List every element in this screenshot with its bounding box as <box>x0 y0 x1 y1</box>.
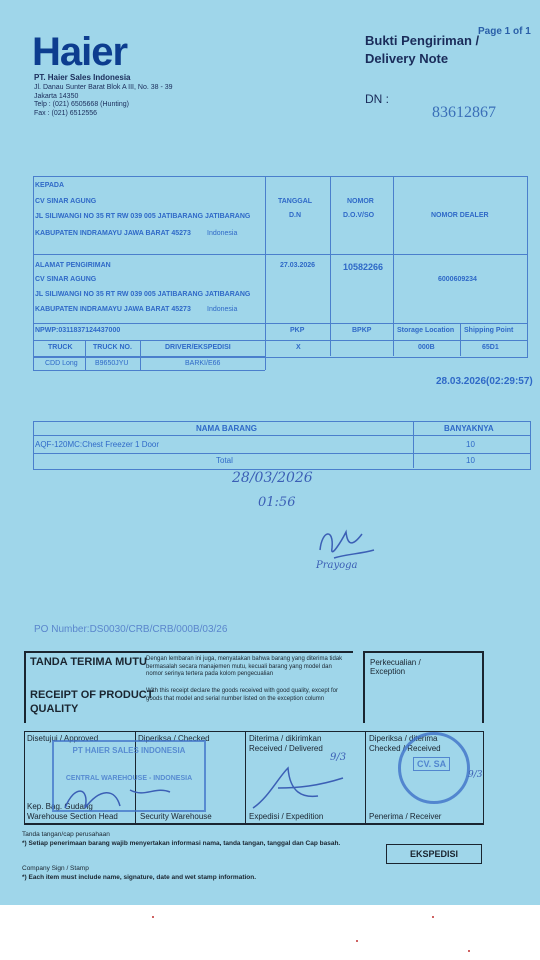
table-divider <box>265 356 266 370</box>
item-name: AQF-120MC:Chest Freezer 1 Door <box>35 440 160 449</box>
note-requirement-id: *) Setiap penerimaan barang wajib menyertakan informasi nama, tanda tangan, tanggal dan Cap basah. <box>22 840 341 847</box>
tanggal-header: TANGGAL <box>278 198 313 205</box>
haier-warehouse-stamp: PT HAIER SALES INDONESIA CENTRAL WAREHOUSE - INDONESIA <box>52 740 206 812</box>
haier-logo: Haier <box>32 30 128 74</box>
print-timestamp: 28.03.2026(02:29:57) <box>436 376 533 387</box>
security-label: Security Warehouse <box>140 812 212 821</box>
speck <box>152 916 154 918</box>
page-number: Page 1 of 1 <box>478 26 531 37</box>
grid-divider <box>24 823 484 825</box>
note-company-sign-id: Tanda tangan/cap perusahaan <box>22 831 110 838</box>
table-divider <box>140 340 141 356</box>
shipping-address-1: JL SILIWANGI NO 35 RT RW 039 005 JATIBARANG JATIBARANG <box>35 291 251 298</box>
table-divider <box>33 356 34 370</box>
handwritten-time: 01:56 <box>258 495 296 510</box>
receipt-text-en: With this receipt declare the goods received with good quality, except for goods that model and serial number listed on the exception column <box>146 688 338 702</box>
receiver-label: Penerima / Receiver <box>369 812 442 821</box>
truck-no-header: TRUCK NO. <box>93 344 132 351</box>
table-divider <box>33 435 530 436</box>
dealer-number: 6000609234 <box>438 276 477 283</box>
handwritten-receive-date: 9/3 <box>330 752 347 763</box>
company-address: Jl. Danau Sunter Barat Blok A III, No. 38 - 39 Jakarta 14350 Telp : (021) 6505668 (Hunting) Fax : (021) 6512556 <box>34 84 173 117</box>
table-divider <box>33 254 527 255</box>
bpkp-header: BPKP <box>352 327 372 334</box>
dn-date: 27.03.2026 <box>280 262 316 269</box>
tanggal-sub: D.N <box>289 212 302 219</box>
consignee-name: CV SINAR AGUNG <box>35 198 97 205</box>
handwritten-date: 28/03/2026 <box>232 470 313 486</box>
company-name: PT. Haier Sales Indonesia <box>34 73 131 82</box>
receipt-text-id: Dengan lembaran ini juga, menyatakan bahwa barang yang diterima tidak bermasalah secara manajemen mutu, kecuali barang yang model dan nomor serinya tertera pada kolom pengecualian <box>146 656 343 677</box>
item-qty-header: BANYAKNYA <box>444 424 494 433</box>
speck <box>356 940 358 942</box>
consignee-label: KEPADA <box>35 182 65 189</box>
table-divider <box>140 356 141 370</box>
table-divider <box>33 323 527 324</box>
checked-label: Diperiksa / Checked <box>138 734 210 743</box>
shipping-name: CV SINAR AGUNG <box>35 276 97 283</box>
dealer-header: NOMOR DEALER <box>431 212 489 219</box>
storage-location-header: Storage Location <box>397 327 455 334</box>
table-divider <box>330 176 331 356</box>
truck-value: CDD Long <box>45 360 78 367</box>
warehouse-signature <box>60 778 180 818</box>
handwritten-stamp-date: 9/3 <box>468 770 483 780</box>
table-divider <box>85 356 86 370</box>
item-name-header: NAMA BARANG <box>196 424 258 433</box>
pkp-value: X <box>296 344 301 351</box>
receipt-title-en: RECEIPT OF PRODUCT QUALITY <box>30 689 154 715</box>
shipping-label: ALAMAT PENGIRIMAN <box>35 262 111 269</box>
note-company-sign-en: Company Sign / Stamp <box>22 865 89 872</box>
table-divider <box>393 176 394 356</box>
exception-label: Perkecualian / Exception <box>370 658 421 676</box>
table-divider <box>265 176 266 356</box>
total-qty: 10 <box>466 456 475 465</box>
approved-label: Disetujui / Approved <box>27 734 99 743</box>
table-divider <box>33 356 265 357</box>
shipping-country: Indonesia <box>207 306 238 313</box>
table-divider <box>33 453 530 454</box>
storage-location-value: 000B <box>418 344 435 351</box>
table-divider <box>85 340 86 356</box>
shipping-point-header: Shipping Point <box>464 327 514 334</box>
pkp-header: PKP <box>290 327 305 334</box>
driver-value: BARKI/E66 <box>185 360 221 367</box>
po-number: PO Number:DS0030/CRB/CRB/000B/03/26 <box>34 624 228 635</box>
note-requirement-en: *) Each item must include name, signature, date and wet stamp information. <box>22 874 257 881</box>
received-label: Diterima / dikirimkan Received / Delivered <box>249 734 323 753</box>
shipping-address-2: KABUPATEN INDRAMAYU JAWA BARAT 45273 <box>35 306 191 313</box>
consignee-address-1: JL SILIWANGI NO 35 RT RW 039 005 JATIBARANG JATIBARANG <box>35 213 251 220</box>
truck-no-value: B9650JYU <box>95 360 129 367</box>
driver-header: DRIVER/EKSPEDISI <box>165 344 231 351</box>
dn-label: DN : <box>365 92 389 106</box>
handwritten-signer: Prayoga <box>316 560 358 571</box>
shipping-point-value: 65D1 <box>482 344 499 351</box>
checked-received-label: Diperiksa / diterima Checked / Received <box>369 734 441 753</box>
warehouse-head-label: Kep. Bag. Gudang Warehouse Section Head <box>27 802 118 821</box>
table-divider <box>33 370 265 371</box>
table-divider <box>460 323 461 356</box>
item-qty: 10 <box>466 440 475 449</box>
speck <box>468 950 470 952</box>
expedition-label: Expedisi / Expedition <box>249 812 324 821</box>
cv-company-stamp: CV. SA <box>398 732 470 804</box>
document-title: Bukti Pengiriman / Delivery Note <box>365 33 480 66</box>
grid-divider <box>365 731 366 825</box>
nomor-sub: D.O.V/SO <box>343 212 375 219</box>
table-divider <box>33 340 527 341</box>
grid-divider <box>245 731 246 825</box>
truck-header: TRUCK <box>48 344 73 351</box>
expedition-signature <box>248 758 358 818</box>
consignee-country: Indonesia <box>207 230 238 237</box>
speck <box>432 916 434 918</box>
table-divider <box>413 421 414 468</box>
npwp: NPWP:0311837124437000 <box>35 327 121 334</box>
dn-number: 83612867 <box>432 104 496 121</box>
ekspedisi-copy-label: EKSPEDISI <box>386 844 482 864</box>
total-label: Total <box>216 456 233 465</box>
consignee-address-2: KABUPATEN INDRAMAYU JAWA BARAT 45273 <box>35 230 191 237</box>
so-number: 10582266 <box>343 262 384 272</box>
receipt-title-id: TANDA TERIMA MUTU <box>30 656 147 668</box>
nomor-header: NOMOR <box>347 198 374 205</box>
